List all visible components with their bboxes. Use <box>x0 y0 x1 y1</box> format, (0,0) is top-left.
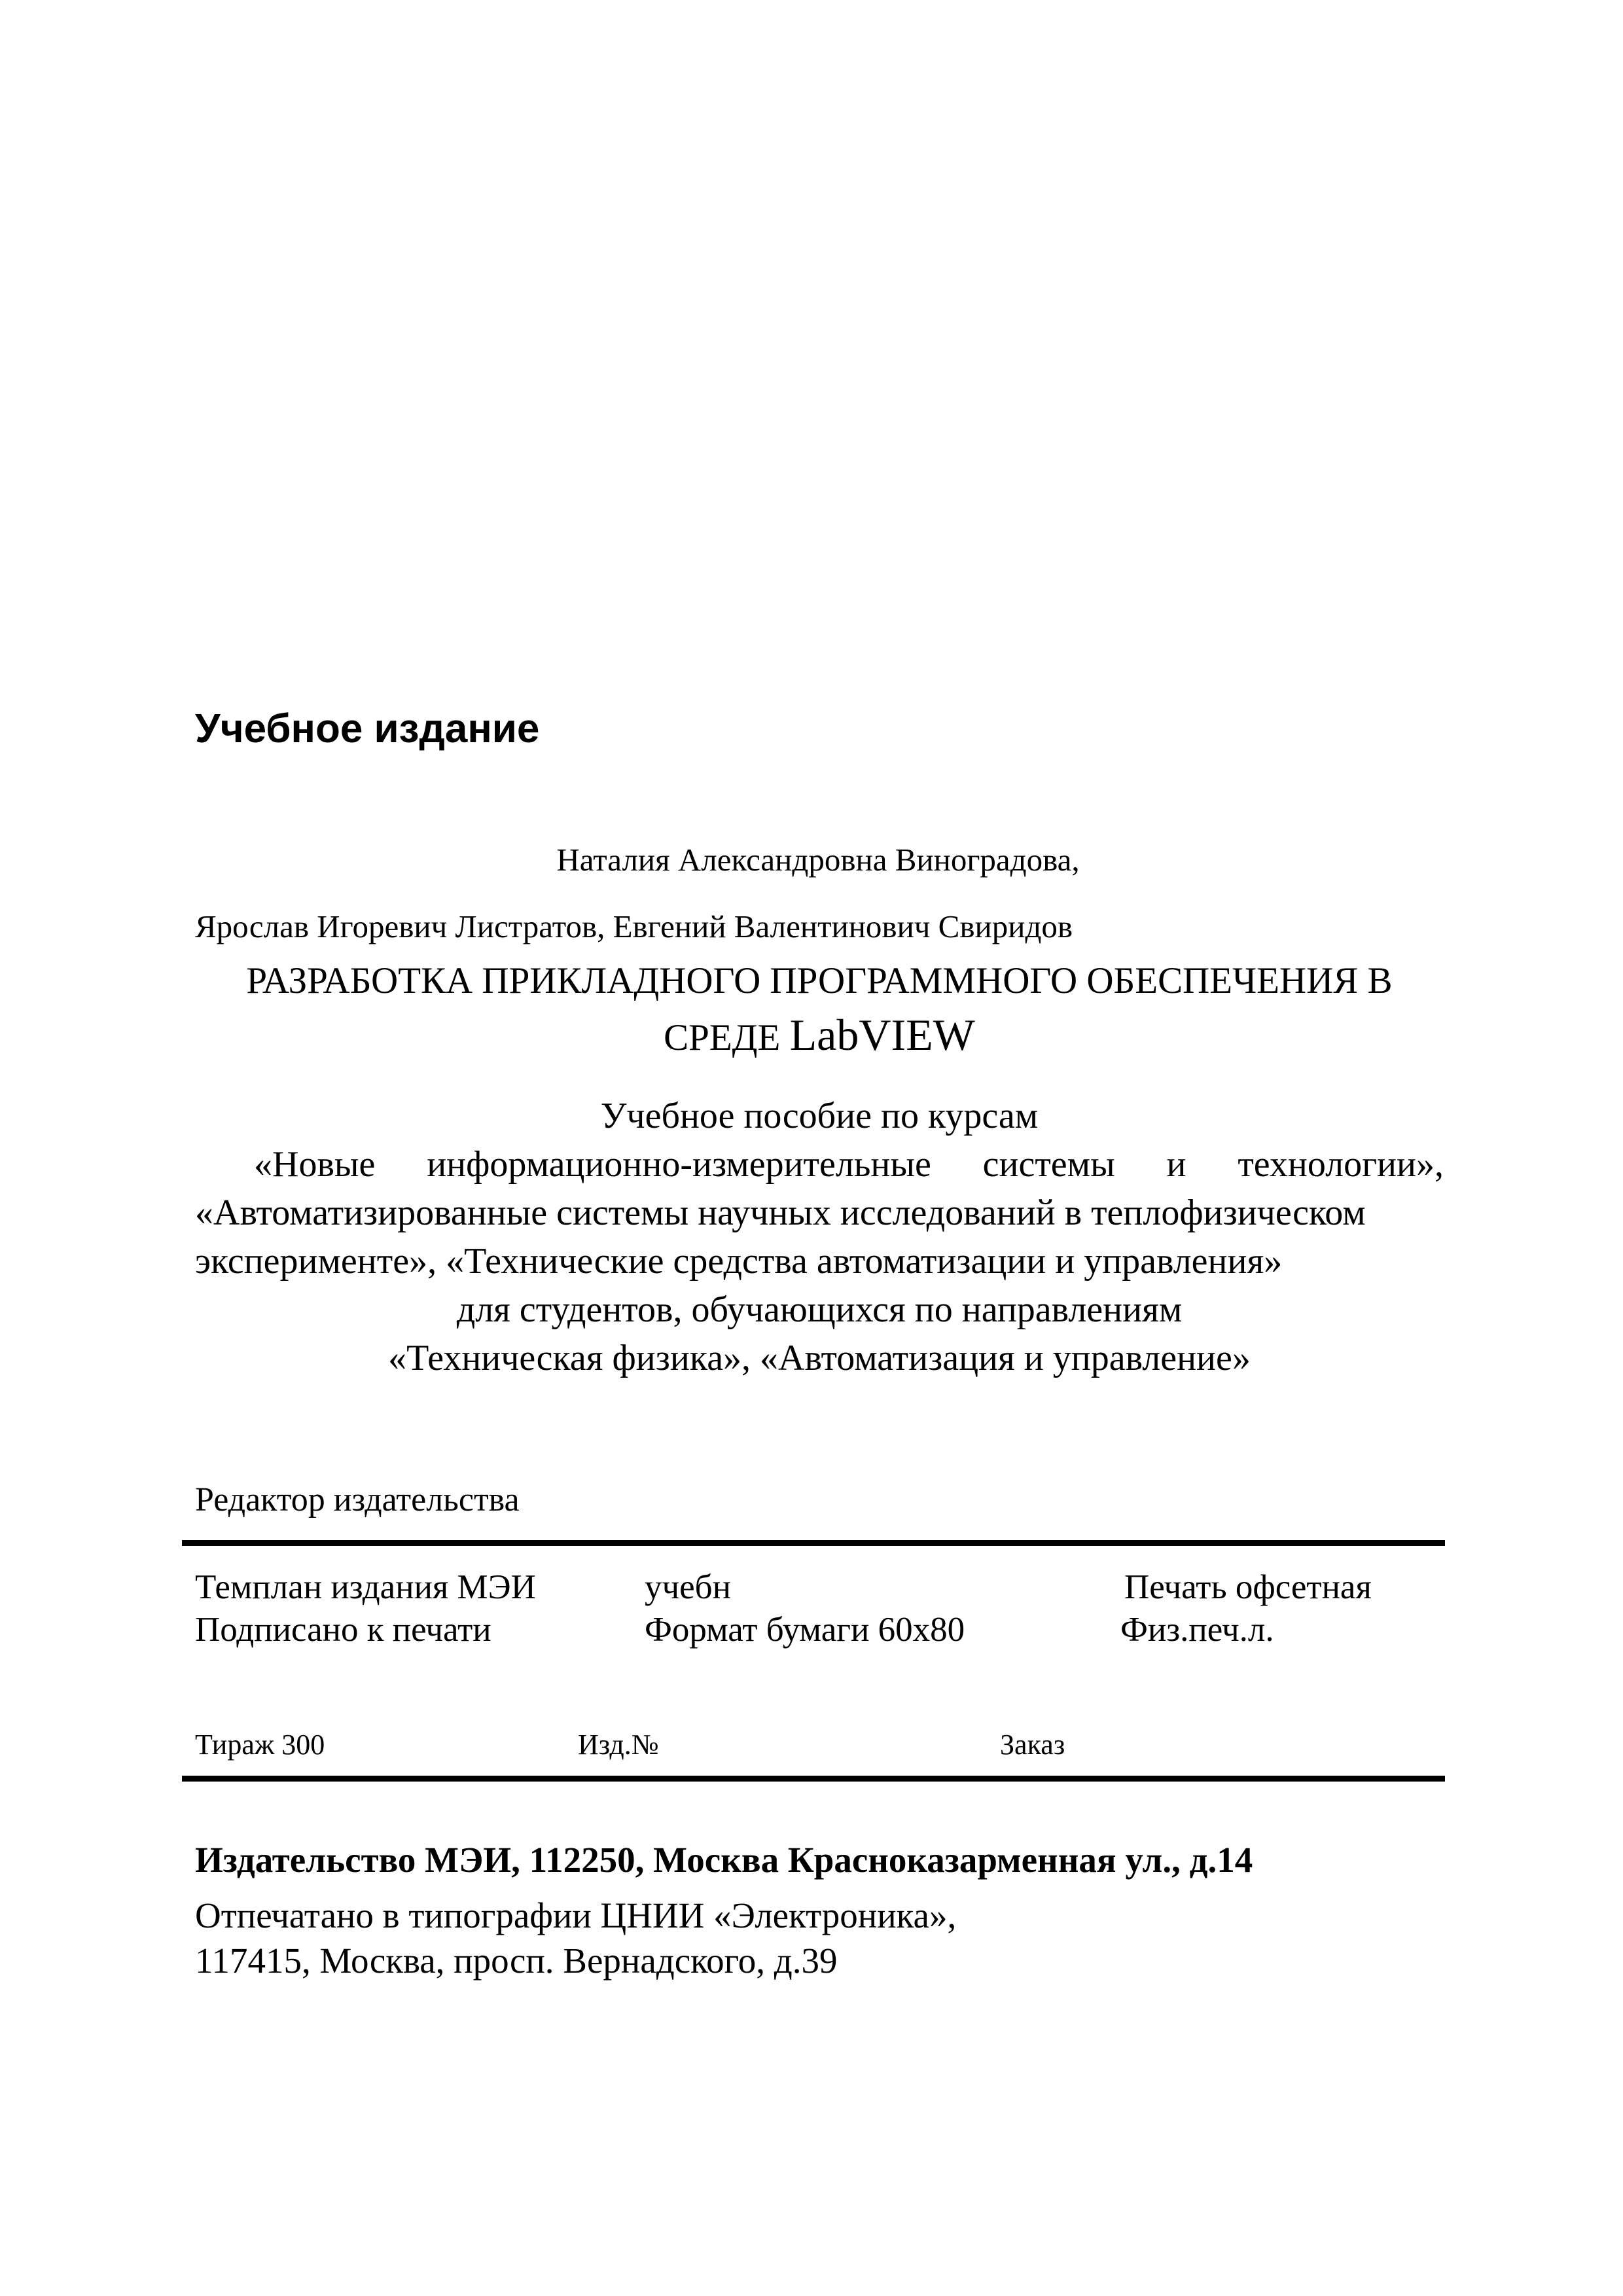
signed-label: Подписано к печати <box>195 1611 491 1649</box>
print-type: Печать офсетная <box>1124 1568 1372 1606</box>
description-word: системы <box>982 1144 1115 1185</box>
book-title-prefix: СРЕДЕ <box>664 1017 790 1058</box>
description-line-3: «Автоматизированные системы научных исследований в теплофизическом <box>195 1193 1366 1233</box>
description-line-5: для студентов, обучающихся по направлениям <box>456 1289 1183 1330</box>
book-title-line-1: РАЗРАБОТКА ПРИКЛАДНОГО ПРОГРАММНОГО ОБЕСПЕЧЕНИЯ В <box>246 960 1393 1001</box>
physical-sheets: Физ.печ.л. <box>1120 1611 1274 1649</box>
description-word: «Новые <box>254 1144 376 1185</box>
authors-line-2: Ярослав Игоревич Листратов, Евгений Валентинович Свиридов <box>195 908 1073 944</box>
edition-type-heading: Учебное издание <box>195 706 540 751</box>
divider-top <box>182 1540 1445 1546</box>
description-line-6: «Техническая физика», «Автоматизация и управление» <box>388 1338 1251 1378</box>
description-line-4: эксперименте», «Технические средства автоматизации и управления» <box>195 1241 1283 1282</box>
book-title-line-2 <box>195 1008 1444 1065</box>
description-word: технологии», <box>1238 1144 1444 1185</box>
book-title-brand: LabVIEW <box>789 1010 975 1060</box>
paper-format: Формат бумаги 60х80 <box>645 1611 965 1649</box>
print-run: Тираж 300 <box>195 1729 325 1761</box>
editor-label: Редактор издательства <box>195 1481 520 1518</box>
printer-line-1: Отпечатано в типографии ЦНИИ «Электроника», <box>195 1895 957 1935</box>
description-line-2 <box>195 1140 1444 1189</box>
order-number: Заказ <box>1000 1729 1065 1761</box>
templan-label: Темплан издания МЭИ <box>195 1568 536 1606</box>
description-word: информационно-измерительные <box>427 1144 931 1185</box>
templan-value: учебн <box>645 1568 732 1606</box>
description-line-1: Учебное пособие по курсам <box>600 1096 1039 1136</box>
publication-number: Изд.№ <box>578 1729 659 1761</box>
divider-bottom <box>182 1776 1445 1782</box>
printer-line-2: 117415, Москва, просп. Вернадского, д.39 <box>195 1941 838 1981</box>
book-title <box>195 954 1444 1065</box>
description-word: и <box>1166 1144 1186 1185</box>
publisher-address: Издательство МЭИ, 112250, Москва Красноказарменная ул., д.14 <box>195 1840 1253 1880</box>
course-description <box>195 1092 1444 1382</box>
authors-line-1: Наталия Александровна Виноградова, <box>556 842 1080 878</box>
